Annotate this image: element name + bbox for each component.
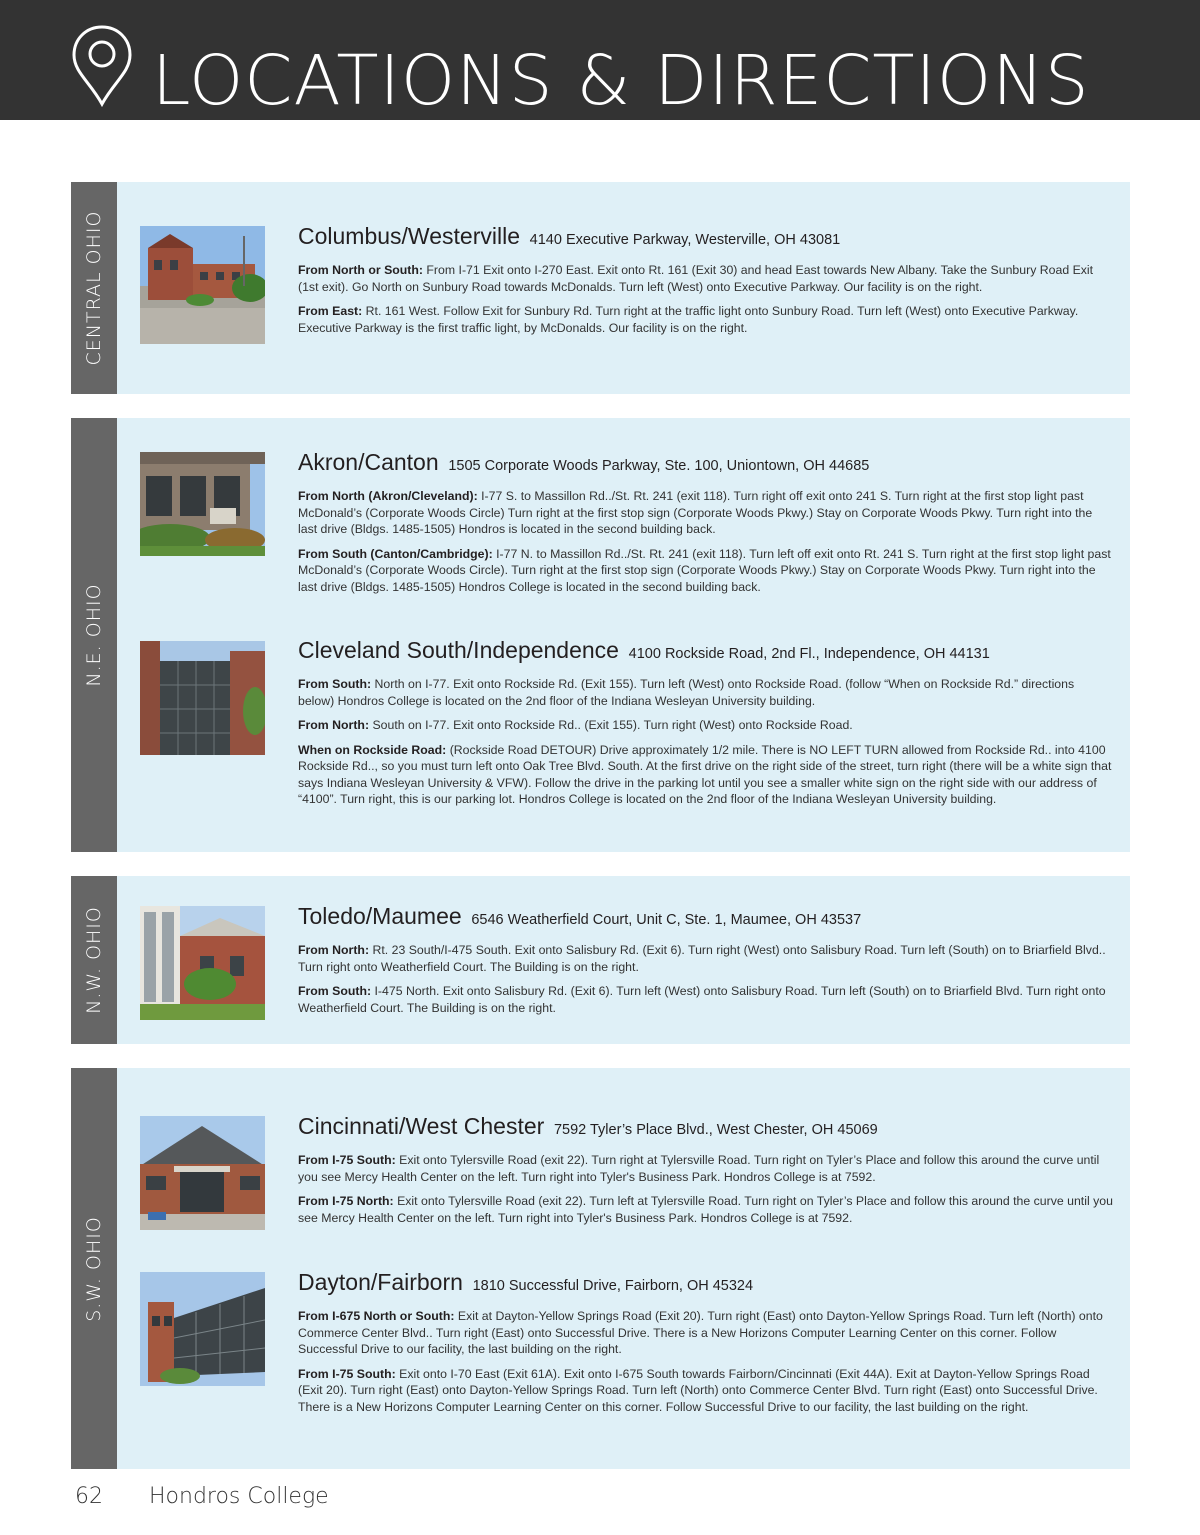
location-toledo [298,902,1113,1024]
direction-paragraph: From I-75 South: Exit onto Tylersville Road (exit 22). Turn right at Tylersville Road. Turn right on Tyler’s Place and follow this around the curve until you see Mercy Health Center on the left. Turn right into Tyler's Business Park. Hondros College is at 7592. [298,1153,1100,1184]
location-address: 4140 Executive Parkway, Westerville, OH 43081 [529,232,841,248]
region-label: S.W. OHIO [83,1215,105,1322]
direction-paragraph: From South: I-475 North. Exit onto Salisbury Rd. (Exit 6). Turn left (West) onto Salisbury Road. Turn left (South) on to Briarfield Blvd. Turn right onto Weatherfield Court. The Building is on the right. [298,984,1106,1015]
location-photo-dayton [140,1272,265,1386]
region-label: N.W. OHIO [83,906,105,1014]
region-tab [71,418,117,852]
location-photo-toledo [140,906,265,1020]
location-akron [298,448,1113,603]
location-name: Toledo/Maumee [298,903,462,929]
location-address: 7592 Tyler’s Place Blvd., West Chester, OH 45069 [553,1122,878,1138]
location-name: Columbus/Westerville [298,223,520,249]
direction-paragraph: From South (Canton/Cambridge): I-77 N. to Massillon Rd../St. Rt. 241 (exit 118). Turn left off exit onto Rt. 241 S. Turn right at the first stop light past McDonald’s (Corporate Woods Circle). Turn right at the first stop sign (Corporate Woods Pkwy.) Stay on Corporate Woods Pkwy. Turn right into the last drive (Bldgs. 1485-1505) Hondros College is located in the second building back. [298,546,1111,594]
page-title: LOCATIONS & DIRECTIONS [152,41,1090,121]
direction-paragraph: From North or South: From I-71 Exit onto I-270 East. Exit onto Rt. 161 (Exit 30) and head East towards New Albany. Take the Sunbury Road Exit (1st exit). Go North on Sunbury Road towards McDonalds. Turn left (West) onto Executive Parkway. Our facility is on the right. [298,263,1094,294]
region-sw-ohio [71,1068,1130,1469]
location-photo-columbus [140,226,265,344]
location-pin-icon [70,24,134,108]
location-address: 1505 Corporate Woods Parkway, Ste. 100, Uniontown, OH 44685 [448,458,870,474]
region-tab [71,182,117,394]
region-central-ohio [71,182,1130,394]
direction-paragraph: From North: Rt. 23 South/I-475 South. Exit onto Salisbury Rd. (Exit 6). Turn right (West) onto Salisbury Road. Turn left (South) on to Briarfield Blvd.. Turn right onto Weatherfield Court. The Building is on the right. [298,943,1106,974]
direction-paragraph: From East: Rt. 161 West. Follow Exit for Sunbury Rd. Turn right at the traffic light onto Sunbury Road. Turn left (West) onto Executive Parkway. Executive Parkway is the first traffic light, by McDonalds. Our facility is on the right. [298,304,1079,335]
page-header [0,0,1200,120]
direction-paragraph: When on Rockside Road: (Rockside Road DETOUR) Drive approximately 1/2 mile. There is NO LEFT TURN allowed from Rockside Rd.. into 4100 Rockside Rd.., so you must turn left onto Oak Tree Blvd. South. At the first drive on the right side of the street, turn right (there will be a white sign that says Indiana Wesleyan University & VFW). Follow the drive in the parking lot until you see a smaller white sign on the right side with our address of “4100”. Turn right, this is our parking lot. Hondros College is located on the 2nd floor of the Indiana Wesleyan University building. [298,742,1112,806]
region-tab [71,876,117,1044]
location-name: Akron/Canton [298,449,439,475]
location-columbus [298,222,1113,344]
location-photo-cincinnati [140,1116,265,1230]
direction-paragraph: From South: North on I-77. Exit onto Rockside Rd. (Exit 155). Turn left (West) onto Rockside Road. (follow “When on Rockside Rd.” directions below) Hondros College is located on the 2nd floor of the Indiana Wesleyan University building. [298,677,1075,708]
direction-paragraph: From North: South on I-77. Exit onto Rockside Rd.. (Exit 155). Turn right (West) onto Rockside Road. [298,718,853,732]
direction-paragraph: From I-675 North or South: Exit at Dayton-Yellow Springs Road (Exit 20). Turn right (East) onto Dayton-Yellow Springs Road. Turn left (North) onto Commerce Center Blvd.. Turn right (East) onto Successful Drive. There is a New Horizons Computer Learning Center on this corner. Follow Successful Drive to our facility, the last building on the right. [298,1309,1103,1356]
location-address: 1810 Successful Drive, Fairborn, OH 45324 [472,1278,754,1294]
direction-paragraph: From I-75 South: Exit onto I-70 East (Exit 61A). Exit onto I-675 South towards Fairborn/Cincinnati (Exit 44A). Exit at Dayton-Yellow Springs Road (Exit 20). Turn right (East) onto Dayton-Yellow Springs Road. Turn left (North) onto Commerce Center Blvd. Turn right (East) onto Successful Drive. There is a New Horizons Computer Learning Center on this corner. Follow Successful Drive to our facility, the last building on the right. [298,1366,1098,1414]
page-number: 62 [75,1484,103,1509]
region-label: N.E. OHIO [83,583,105,687]
direction-paragraph: From North (Akron/Cleveland): I-77 S. to Massillon Rd../St. Rt. 241 (exit 118). Turn right off exit onto 241 S. Turn right at the first stop light past McDonald’s (Corporate Woods Circle) Turn right at the first stop sign (Corporate Woods Pkwy.) Stay on Corporate Woods Pkwy. Turn right into the last drive (Bldgs. 1485-1505) Hondros is located in the second building back. [298,489,1093,536]
location-name: Dayton/Fairborn [298,1269,463,1295]
location-photo-akron [140,452,265,556]
footer-publisher: Hondros College [149,1484,329,1509]
location-name: Cincinnati/West Chester [298,1113,545,1139]
location-cleveland [298,636,1113,816]
region-tab [71,1068,117,1469]
location-cincinnati [298,1112,1113,1234]
location-address: 4100 Rockside Road, 2nd Fl., Independence, OH 44131 [628,646,990,662]
region-nw-ohio [71,876,1130,1044]
direction-paragraph: From I-75 North: Exit onto Tylersville Road (exit 22). Turn left at Tylersville Road. Turn right on Tyler’s Place and follow this around the curve until you see Mercy Health Center on the left. Turn right into Tyler's Business Park. Hondros College is at 7592. [298,1194,1113,1225]
location-dayton [298,1268,1113,1423]
region-label: CENTRAL OHIO [83,210,105,366]
region-ne-ohio [71,418,1130,852]
location-name: Cleveland South/Independence [298,637,619,663]
location-photo-cleveland [140,641,265,755]
location-address: 6546 Weatherfield Court, Unit C, Ste. 1, Maumee, OH 43537 [471,912,862,928]
